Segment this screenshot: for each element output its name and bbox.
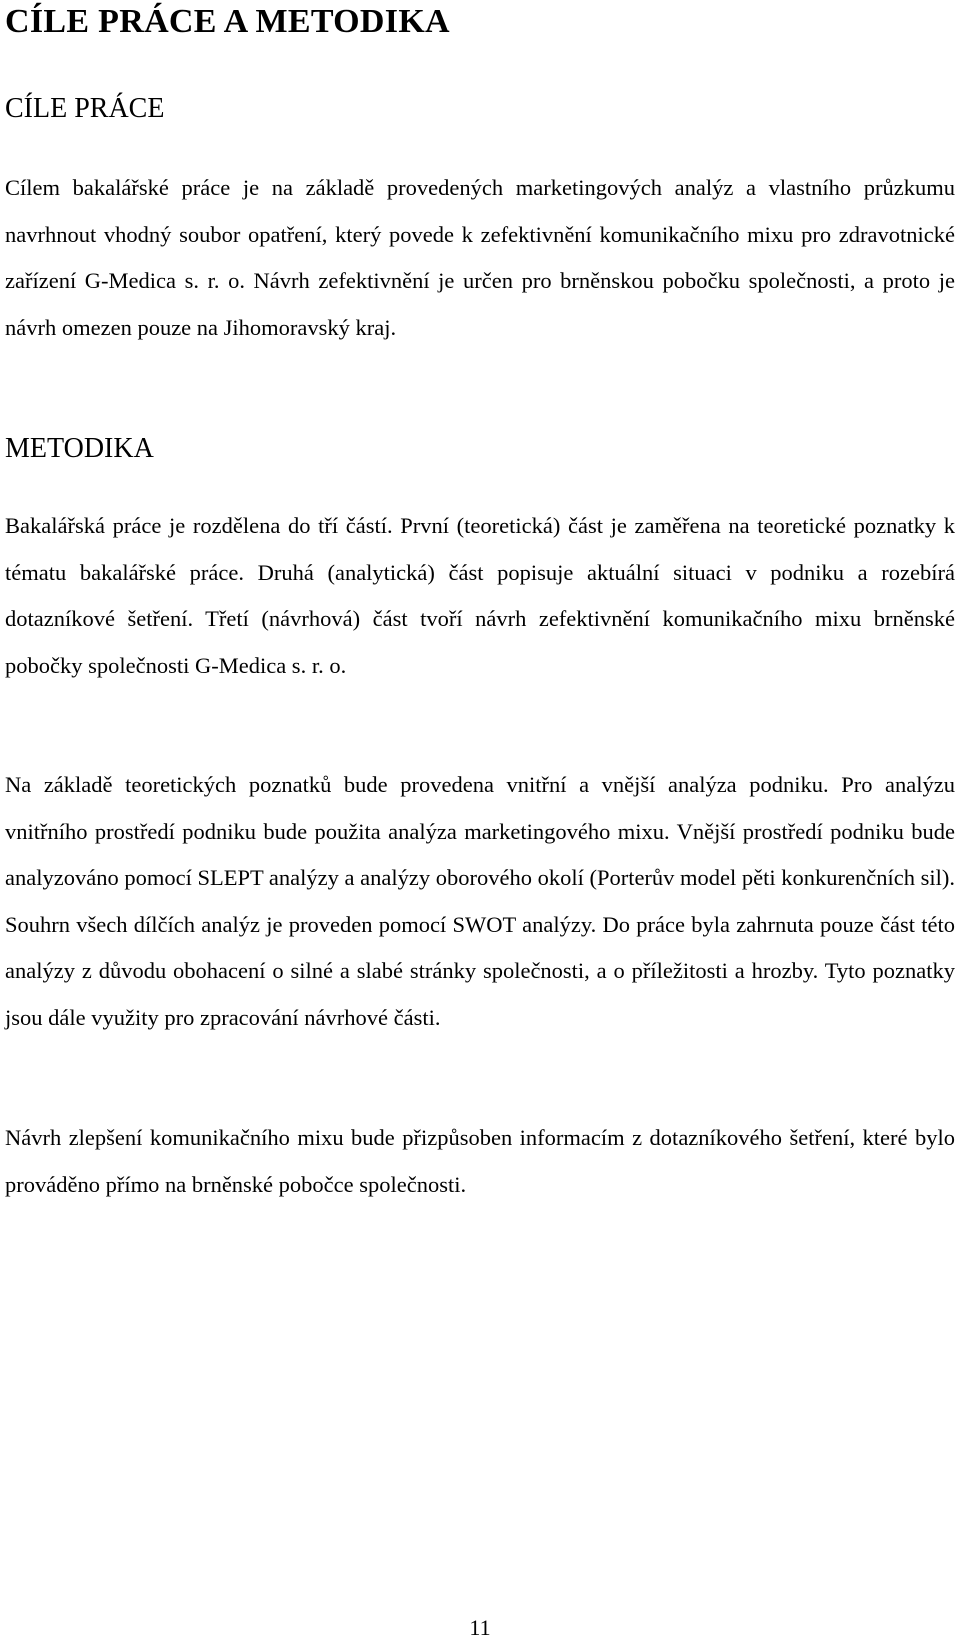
page-number: 11 — [469, 1615, 491, 1640]
method-paragraph-2: Na základě teoretických poznatků bude provedena vnitřní a vnější analýza podniku. Pro analýzu vnitřního prostředí podniku bude použita analýza marketingového mixu. Vnější prostředí podniku bude analyzováno pomocí SLEPT analýzy a analýzy oborového okolí (Porterův model pěti konkurenčních sil). Souhrn všech dílčích analýz je proveden pomocí SWOT analýzy. Do práce byla zahrnuta pouze část této analýzy z důvodu obohacení o silné a slabé stránky společnosti, a o příležitosti a hrozby. Tyto poznatky jsou dále využity pro zpracování návrhové části. — [5, 772, 955, 1030]
method-paragraph-1: Bakalářská práce je rozdělena do tří částí. První (teoretická) část je zaměřena na teoretické poznatky k tématu bakalářské práce. Druhá (analytická) část popisuje aktuální situaci v podniku a rozebírá dotazníkové šetření. Třetí (návrhová) část tvoří návrh zefektivnění komunikačního mixu brněnské pobočky společnosti G-Medica s. r. o. — [5, 513, 955, 678]
section-heading-goals: CÍLE PRÁCE — [5, 93, 165, 124]
goals-paragraph: Cílem bakalářské práce je na základě provedených marketingových analýz a vlastního průzkumu navrhnout vhodný soubor opatření, který povede k zefektivnění komunikačního mixu pro zdravotnické zařízení G-Medica s. r. o. Návrh zefektivnění je určen pro brněnskou pobočku společnosti, a proto je návrh omezen pouze na Jihomoravský kraj. — [5, 175, 955, 340]
document-page — [5, 0, 955, 1644]
section-heading-method: METODIKA — [5, 433, 154, 464]
chapter-title: CÍLE PRÁCE A METODIKA — [5, 3, 450, 40]
method-paragraph-3: Návrh zlepšení komunikačního mixu bude přizpůsoben informacím z dotazníkového šetření, které bylo prováděno přímo na brněnské pobočce společnosti. — [5, 1125, 955, 1197]
